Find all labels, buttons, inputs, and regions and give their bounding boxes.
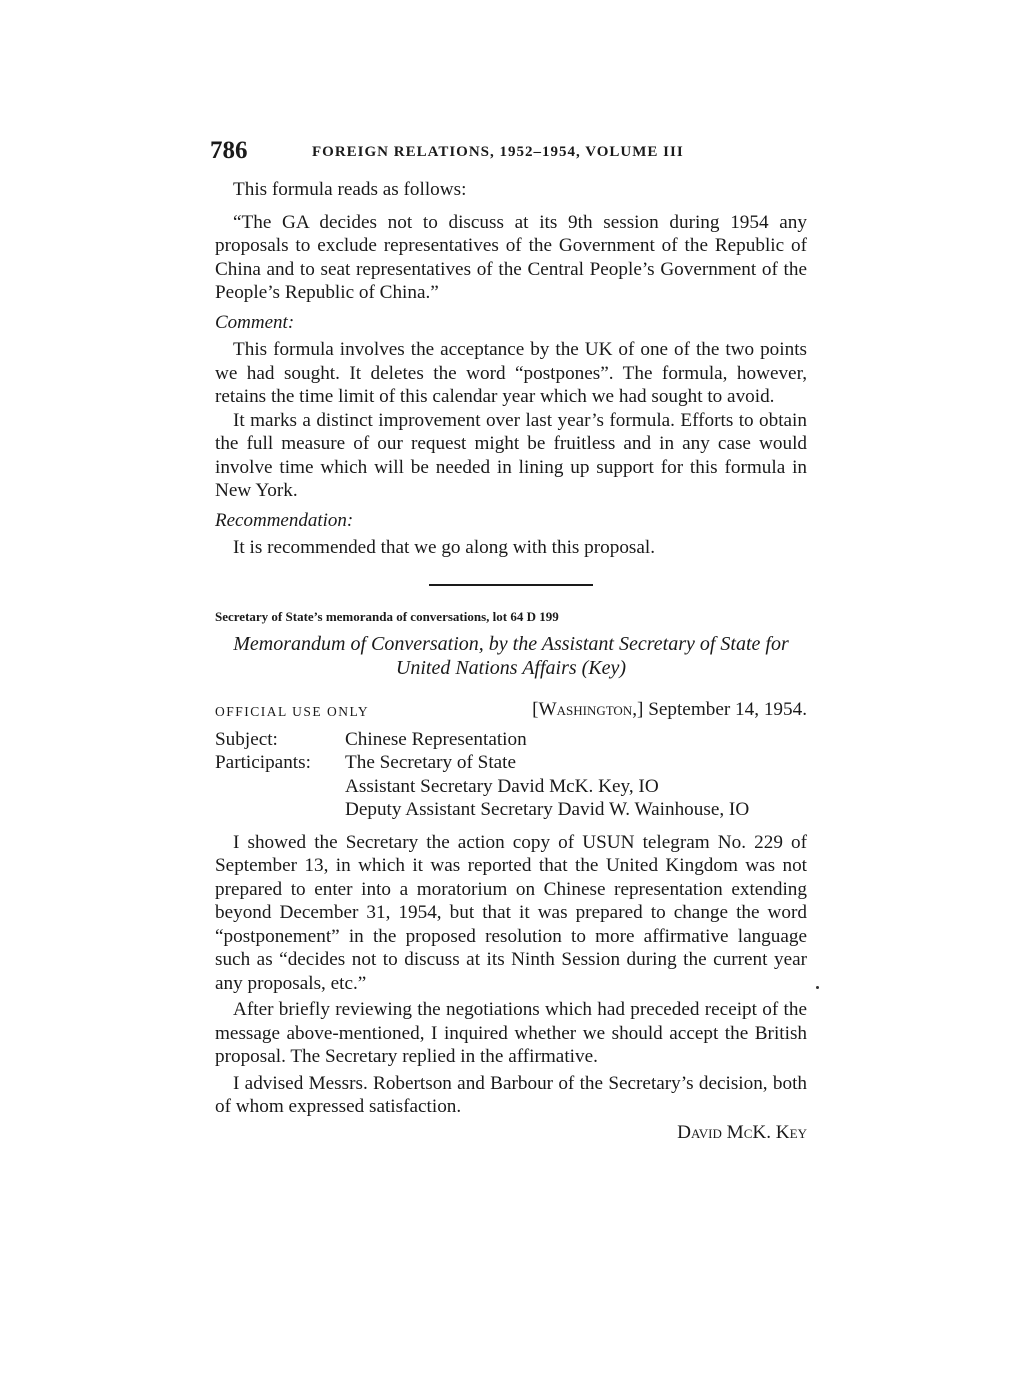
participant: Assistant Secretary David McK. Key, IO (345, 775, 659, 797)
subject-row (215, 728, 807, 752)
classification-row (215, 698, 807, 724)
formula-quote: “The GA decides not to discuss at its 9th session during 1954 any proposals to exclude representatives of the Government of the Republic of China and to seat representatives of the Central People’s Government of the People’s Republic of China.” (215, 211, 807, 303)
subject-label: Subject: (215, 728, 278, 750)
intro-paragraph: This formula reads as follows: (233, 179, 467, 200)
document-page (210, 134, 807, 1145)
source-note: Secretary of State’s memoranda of conversations, lot 64 D 199 (215, 608, 559, 624)
subject-value: Chinese Representation (345, 728, 527, 750)
participants-list (345, 751, 749, 822)
signature: David McK. Key (677, 1121, 807, 1143)
participants-label: Participants: (215, 752, 311, 773)
dateline-date: September 14, 1954. (648, 698, 807, 720)
comment-paragraph-2: It marks a distinct improvement over last year’s formula. Efforts to obtain the full measure of our request might be fruitless and in any case would involve time which will be needed in lining up support for this formula in New York. (215, 409, 807, 501)
body-paragraph-3: I advised Messrs. Robertson and Barbour of the Secretary’s decision, both of whom expressed satisfaction. (215, 1072, 807, 1117)
participant: The Secretary of State (345, 752, 517, 773)
comment-label: Comment: (215, 311, 295, 333)
body-paragraph-1: I showed the Secretary the action copy of USUN telegram No. 229 of September 13, in which it was reported that the United Kingdom was not prepared to enter into a moratorium on Chinese representation extending beyond December 31, 1954, but that it was prepared to change the word “postponement” in the proposed resolution to more affirmative language such as “decides not to discuss at its Ninth Session during the current year any proposals, etc.” (215, 831, 807, 994)
scan-speck (816, 986, 819, 989)
page-number: 786 (210, 137, 248, 164)
dateline-place: [Washington,] (532, 698, 644, 720)
comment-paragraph-1: This formula involves the acceptance by the UK of one of the two points we had sought. It deletes the word “postpones”. The formula, however, retains the time limit of this calendar year which we had sought to avoid. (215, 339, 807, 407)
recommendation-text: It is recommended that we go along with this proposal. (233, 537, 656, 558)
document-title: Memorandum of Conversation, by the Assistant Secretary of State for United Nations Affairs (Key) (233, 632, 789, 679)
classification-marking: OFFICIAL USE ONLY (215, 703, 370, 719)
dateline (532, 698, 807, 722)
section-divider (429, 584, 593, 586)
recommendation-label: Recommendation: (215, 509, 354, 531)
running-head (210, 134, 807, 168)
participants-row (215, 751, 807, 822)
running-head-title: FOREIGN RELATIONS, 1952–1954, VOLUME III (312, 144, 684, 160)
participant: Deputy Assistant Secretary David W. Wainhouse, IO (345, 799, 750, 820)
body-paragraph-2: After briefly reviewing the negotiations which had preceded receipt of the message above-mentioned, I inquired whether we should accept the British proposal. The Secretary replied in the affirmative. (215, 999, 807, 1067)
